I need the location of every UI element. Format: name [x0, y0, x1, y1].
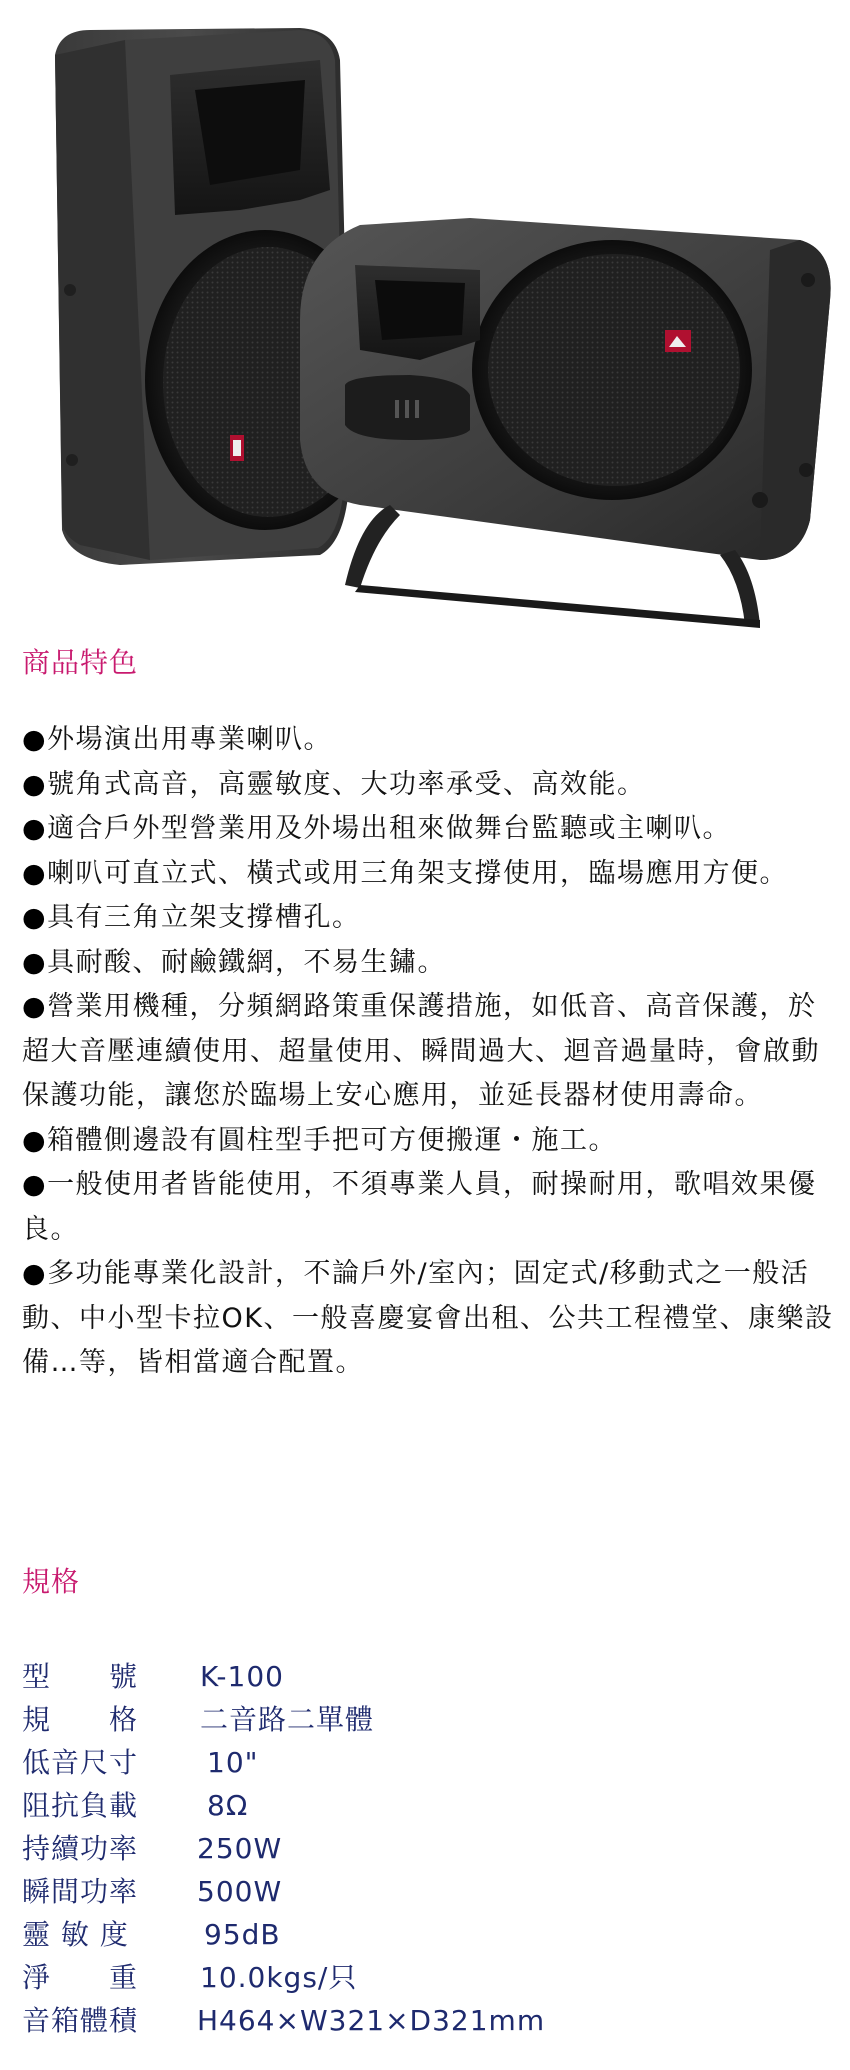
spec-row-weight [22, 1956, 722, 1999]
spec-row-dimensions [22, 1999, 722, 2042]
spec-value: H464×W321×D321mm [197, 2004, 546, 2037]
spec-row-sensitivity [22, 1913, 722, 1956]
feature-item: ●喇叭可直立式、橫式或用三角架支撐使用，臨場應用方便。 [22, 857, 789, 889]
spec-value: K-100 [200, 1660, 284, 1693]
feature-item: ●一般使用者皆能使用，不須專業人員，耐操耐用，歌唱效果優良。 [22, 1169, 817, 1245]
feature-item: ●具耐酸、耐鹼鐵網，不易生鏽。 [22, 946, 447, 978]
feature-item: ●號角式高音，高靈敏度、大功率承受、高效能。 [22, 768, 646, 800]
spec-label: 淨 重 [22, 1961, 139, 1994]
bullet-icon: ● [22, 1258, 48, 1289]
spec-value: 10" [207, 1746, 259, 1779]
spec-label: 低音尺寸 [22, 1746, 139, 1779]
spec-row-model [22, 1655, 722, 1698]
bullet-icon: ● [22, 1169, 48, 1200]
spec-row-continuous-power [22, 1827, 722, 1870]
spec-value: 二音路二單體 [200, 1703, 375, 1736]
spec-value: 95dB [204, 1918, 281, 1951]
spec-value: 500W [197, 1875, 283, 1908]
spec-label: 阻抗負載 [22, 1789, 139, 1822]
bullet-icon: ● [22, 991, 48, 1022]
feature-item: ●營業用機種，分頻網路策重保護措施，如低音、高音保護，於超大音壓連續使用、超量使用、瞬間過大、迴音過量時，會啟動保護功能，讓您於臨場上安心應用，並延長器材使用壽命。 [22, 991, 820, 1111]
features-heading: 商品特色 [22, 646, 139, 679]
feature-item: ●適合戶外型營業用及外場出租來做舞台監聽或主喇叭。 [22, 813, 732, 844]
bullet-icon: ● [22, 724, 48, 755]
spec-row-peak-power [22, 1870, 722, 1913]
spec-table [22, 1655, 722, 2042]
spec-label: 持續功率 [22, 1832, 139, 1865]
feature-item: ●多功能專業化設計，不論戶外/室內；固定式/移動式之一般活動、中小型卡拉OK、一般喜慶宴會出租、公共工程禮堂、康樂設備…等，皆相當適合配置。 [22, 1258, 834, 1378]
spec-value: 8Ω [207, 1789, 249, 1822]
spec-label: 型 號 [22, 1660, 139, 1693]
bullet-icon: ● [22, 857, 48, 889]
spec-label: 瞬間功率 [22, 1875, 139, 1908]
spec-value: 10.0kgs/只 [200, 1961, 358, 1994]
spec-label: 規 格 [22, 1703, 139, 1736]
spec-label: 靈 敏 度 [22, 1918, 129, 1951]
bullet-icon: ● [22, 1124, 48, 1156]
feature-item: ●外場演出用專業喇叭。 [22, 724, 333, 755]
spec-row-spec [22, 1698, 722, 1741]
speaker-product-image [0, 0, 850, 635]
spec-row-woofer-size [22, 1741, 722, 1784]
specs-heading: 規格 [22, 1565, 81, 1598]
feature-item: ●箱體側邊設有圓柱型手把可方便搬運・施工。 [22, 1124, 618, 1156]
bullet-icon: ● [22, 902, 48, 933]
feature-list [22, 718, 834, 1386]
bullet-icon: ● [22, 946, 48, 978]
feature-item: ●具有三角立架支撐槽孔。 [22, 902, 361, 933]
monitor-speaker [300, 218, 831, 628]
spec-value: 250W [197, 1832, 283, 1865]
spec-label: 音箱體積 [22, 2004, 139, 2037]
bullet-icon: ● [22, 768, 48, 800]
bullet-icon: ● [22, 813, 48, 844]
spec-row-impedance [22, 1784, 722, 1827]
